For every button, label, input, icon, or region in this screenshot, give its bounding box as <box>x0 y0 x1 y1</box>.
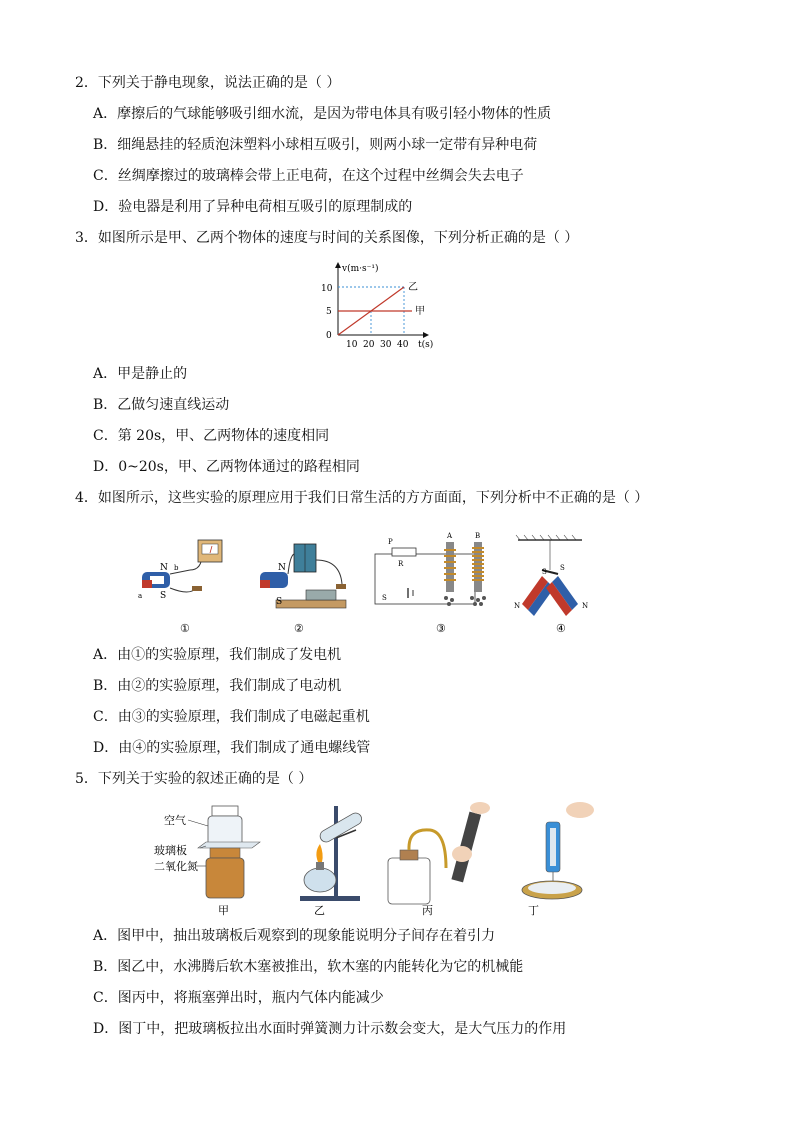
y-axis-label: v(m·s⁻¹) <box>342 264 379 274</box>
fig3-letter-p: P <box>388 538 393 546</box>
q4-option-b: B．由②的实验原理，我们制成了电动机 <box>93 678 342 694</box>
figure-label-ding: 丁 <box>528 904 539 917</box>
x-tick-40: 40 <box>397 340 409 350</box>
q5-figures <box>150 798 610 920</box>
y-tick-10: 10 <box>321 284 333 294</box>
label-no2: 二氧化氮 <box>154 860 198 873</box>
q2-option-c: C．丝绸摩擦过的玻璃棒会带上正电荷，在这个过程中丝绸会失去电子 <box>93 168 524 184</box>
fig2-letter-n: N <box>278 563 286 573</box>
q5-stem: 5．下列关于实验的叙述正确的是（ ） <box>75 771 313 787</box>
label-glass: 玻璃板 <box>154 844 187 857</box>
figure-label-3: ③ <box>436 622 446 635</box>
y-tick-0: 0 <box>326 331 332 341</box>
q2-option-b: B．细绳悬挂的轻质泡沫塑料小球相互吸引，则两小球一定带有异种电荷 <box>93 137 538 153</box>
x-tick-20: 20 <box>363 340 375 350</box>
fig1-letter-a: a <box>138 592 143 600</box>
label-yi: 乙 <box>408 282 418 293</box>
q4-option-a: A．由①的实验原理，我们制成了发电机 <box>93 647 342 663</box>
figure-jia-apparatus <box>154 806 260 898</box>
figure-yi-apparatus <box>300 806 364 901</box>
q3-option-b: B．乙做匀速直线运动 <box>93 397 230 413</box>
fig3-letter-a: A <box>447 532 453 540</box>
figure-label-2: ② <box>294 622 304 635</box>
q3-stem: 3．如图所示是甲、乙两个物体的速度与时间的关系图像，下列分析正确的是（ ） <box>75 230 579 246</box>
figure-ding-apparatus <box>522 802 594 899</box>
q5-option-b: B．图乙中，水沸腾后软木塞被推出，软木塞的内能转化为它的机械能 <box>93 959 524 975</box>
fig3-letter-b: B <box>475 532 481 540</box>
label-jia: 甲 <box>415 306 425 317</box>
fig1-letter-n: N <box>160 563 168 573</box>
q3-velocity-time-graph <box>318 257 448 353</box>
q2-option-d: D．验电器是利用了异种电荷相互吸引的原理制成的 <box>93 199 413 215</box>
fig4-letter-n-left: N <box>514 602 521 610</box>
q3-option-a: A．甲是静止的 <box>93 366 188 382</box>
fig1-letter-s: S <box>160 591 167 601</box>
figure-4-apparatus <box>514 535 588 616</box>
fig4-letter-n-right: N <box>582 602 589 610</box>
q5-option-c: C．图丙中，将瓶塞弹出时，瓶内气体内能减少 <box>93 990 384 1006</box>
x-tick-10: 10 <box>346 340 358 350</box>
fig2-letter-s: S <box>276 597 283 607</box>
figure-1-apparatus <box>138 540 222 601</box>
q3-option-d: D．0~20s，甲、乙两物体通过的路程相同 <box>93 459 360 475</box>
fig4-letter-s-left: S <box>542 568 547 576</box>
x-axis-label: t(s) <box>418 340 434 350</box>
label-air: 空气 <box>164 814 186 827</box>
y-tick-5: 5 <box>326 307 332 317</box>
figure-label-yi: 乙 <box>314 904 325 917</box>
q3-option-c: C．第 20s，甲、乙两物体的速度相同 <box>93 428 330 444</box>
q4-figures <box>130 530 630 638</box>
q2-stem: 2．下列关于静电现象，说法正确的是（ ） <box>75 75 341 91</box>
figure-label-bing: 丙 <box>422 904 433 917</box>
fig1-letter-b: b <box>174 564 179 572</box>
figure-3-apparatus <box>375 532 486 606</box>
figure-丙-apparatus <box>388 802 490 904</box>
q4-stem: 4．如图所示，这些实验的原理应用于我们日常生活的方方面面，下列分析中不正确的是（ ） <box>75 490 649 506</box>
figure-2-apparatus <box>260 544 346 608</box>
figure-label-jia: 甲 <box>218 904 229 917</box>
fig3-letter-s: S <box>382 594 387 602</box>
figure-label-1: ① <box>180 622 190 635</box>
q5-option-a: A．图甲中，抽出玻璃板后观察到的现象能说明分子间存在着引力 <box>93 928 496 944</box>
fig4-letter-s-right: S <box>560 564 565 572</box>
x-tick-30: 30 <box>380 340 392 350</box>
fig3-letter-r: R <box>398 560 404 568</box>
q4-option-d: D．由④的实验原理，我们制成了通电螺线管 <box>93 740 371 756</box>
figure-label-4: ④ <box>556 622 566 635</box>
q4-option-c: C．由③的实验原理，我们制成了电磁起重机 <box>93 709 370 725</box>
q5-option-d: D．图丁中，把玻璃板拉出水面时弹簧测力计示数会变大，是大气压力的作用 <box>93 1021 567 1037</box>
q2-option-a: A．摩擦后的气球能够吸引细水流，是因为带电体具有吸引轻小物体的性质 <box>93 106 552 122</box>
